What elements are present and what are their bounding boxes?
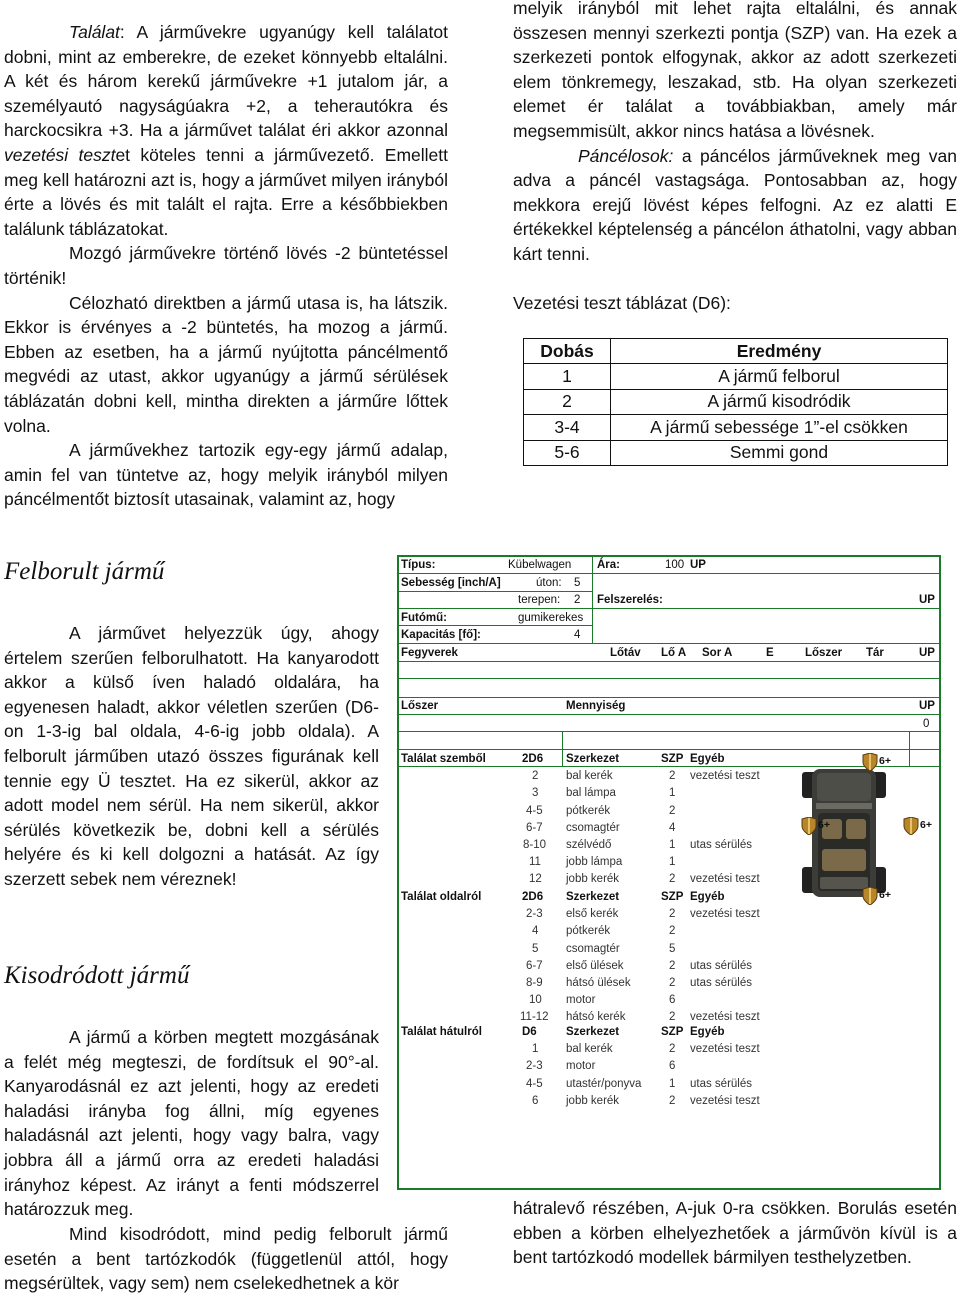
card-divider xyxy=(397,749,941,750)
hit-table-cell: 2 xyxy=(669,1043,676,1056)
hit-table-header: 2D6 xyxy=(522,753,544,765)
hit-table-cell: 8-10 xyxy=(523,839,547,851)
dice-table-title: Vezetési teszt táblázat (D6): xyxy=(513,293,731,314)
card-divider xyxy=(397,625,592,626)
card-border-right xyxy=(939,555,941,1190)
hit-table-header: Szerkezet xyxy=(566,753,620,765)
speed-label: Sebesség [inch/A] xyxy=(401,577,501,589)
table-cell: 5-6 xyxy=(524,440,611,465)
hit-table-cell: utas sérülés xyxy=(690,839,753,851)
weapons-header: E xyxy=(766,647,774,659)
hit-table-header: SZP xyxy=(661,753,684,765)
road-value: 5 xyxy=(574,577,581,589)
equipment-label: Felszerelés: xyxy=(597,594,663,606)
section-skidded-text: A jármű a körben megtett mozgásának a felét még megteszi, de fordítsuk el 90°-al. Kanyarodásnál ez azt jelenti, hogy az eredeti haladási irányba fog állni, míg egyenes haladásnál azt jelenti, hogy vagy balra, vagy jobbra áll a jármű orra az eredeti haladási irányhoz képest. Az irányt a fenti módszerrel határozzuk meg. xyxy=(4,1027,379,1220)
hit-table-cell: jobb kerék xyxy=(566,873,620,886)
shield-icon xyxy=(862,887,878,905)
bottom-right-text: hátralevő részében, A-juk 0-ra csökken. Borulás esetén ebben a körben elhelyezhetőek a járművön kívül is a bent tartózkodó modellek bármilyen testhelyzetben. xyxy=(513,1198,957,1268)
weapons-header: UP xyxy=(919,647,935,659)
hit-table-header: Találat oldalról xyxy=(401,891,482,903)
hit-table-cell: hátsó kerék xyxy=(566,1011,626,1024)
table-row xyxy=(524,364,948,389)
type-label: Típus: xyxy=(401,559,436,571)
card-border-top xyxy=(397,555,941,557)
hit-table-header: Találat hátulról xyxy=(401,1026,482,1038)
hit-table-cell: motor xyxy=(566,994,596,1007)
card-divider xyxy=(397,731,941,732)
card-divider xyxy=(909,731,910,766)
hit-table-cell: első ülések xyxy=(566,959,624,972)
weapons-header: Lőtáv xyxy=(610,647,641,659)
hit-table-cell: 4 xyxy=(532,925,539,938)
armor-rear-shield: 6+ xyxy=(862,887,878,910)
hit-table-cell: 6 xyxy=(669,994,676,1007)
hit-table-cell: 2 xyxy=(669,908,676,921)
hit-table-header: Találat szemből xyxy=(401,753,486,765)
hit-table-cell: 8-9 xyxy=(526,977,543,989)
paragraph-target-passenger: Célozható direktben a jármű utasa is, ha látszik. Ekkor is érvényes a -2 büntetés, ha mozog a jármű. Ebben az esetben, ha a jármű nyújtotta páncélmentő megvédi az utast, akkor ugyanúgy a jármű sérülések táblázatán dobni kell, mintha direkten a járműre lőttek volna. xyxy=(4,292,448,436)
hit-table-cell: 6 xyxy=(532,1094,539,1107)
table-header-cell: Dobás xyxy=(524,339,611,364)
hit-table-cell: 2-3 xyxy=(526,908,543,921)
hit-table-cell: 10 xyxy=(529,994,542,1007)
price-label: Ára: xyxy=(597,559,621,571)
table-row xyxy=(524,415,948,440)
paragraph-moving-penalty: Mozgó járművekre történő lövés -2 büntetéssel történik! xyxy=(4,243,448,288)
hit-table-cell: pótkerék xyxy=(566,925,611,938)
hit-table-cell: 2 xyxy=(669,1094,676,1107)
ammo-header: Mennyiség xyxy=(566,700,626,712)
hit-table-cell: 2 xyxy=(669,925,676,938)
hit-table-cell: csomagtér xyxy=(566,942,620,955)
card-divider xyxy=(397,643,941,644)
ammo-up-value: 0 xyxy=(923,718,930,730)
card-divider xyxy=(397,714,941,715)
hit-table-cell: 11-12 xyxy=(520,1011,549,1024)
weapons-header: Lőszer xyxy=(805,647,843,659)
hit-table-cell: vezetési teszt xyxy=(690,1094,760,1107)
armor-right-shield: 6+ xyxy=(903,817,919,840)
hit-table-cell: pótkerék xyxy=(566,804,611,817)
hit-table-cell: vezetési teszt xyxy=(690,1043,760,1056)
armor-front-shield: 6+ xyxy=(862,753,878,776)
price-value: 100 xyxy=(665,559,685,571)
hit-table-cell: 6-7 xyxy=(526,821,543,834)
hit-table-cell: csomagtér xyxy=(566,821,620,834)
hit-table-cell: 2 xyxy=(669,959,676,972)
terrain-value: 2 xyxy=(574,594,581,606)
right-column-text xyxy=(513,0,957,316)
section-overturned-text: A járművet helyezzük úgy, ahogy értelem szerűen felborulhatott. Ha kanyarodott akkor a külső íven haladó oldalára, ha egyenesen haladt, akkor véletlen szerűen (D6-on 1-3-ig bal oldala, 4-6-ig jobb oldala). A felborult járműben utazó összes figurának kell tennie egy Ü tesztet. Ha ez sikerül, akkor az adott model nem sérül. Ha nem sikerül, akkor sérülés következik be, dobni kell a sérülés helyére és ki kell dolgozni a hatását. Az így szerzett sebek nem véreznek! xyxy=(4,623,379,889)
hit-table-cell: 2 xyxy=(669,1011,676,1024)
hit-table-cell: 4-5 xyxy=(526,804,543,817)
hit-table-cell: 1 xyxy=(669,856,676,869)
hit-table-header: Szerkezet xyxy=(566,1026,620,1038)
card-divider xyxy=(592,555,593,643)
vehicle-topdown-image xyxy=(780,767,910,902)
table-cell: A jármű sebessége 1”-el csökken xyxy=(611,415,948,440)
table-row xyxy=(524,389,948,414)
price-unit: UP xyxy=(690,559,706,571)
table-cell: 2 xyxy=(524,389,611,414)
hit-table-cell: vezetési teszt xyxy=(690,770,760,783)
hit-table-cell: jobb kerék xyxy=(566,1094,620,1107)
section-skidded-text-continued: Mind kisodródott, mind pedig felborult jármű esetén a bent tartózkodók (függetlenül attól, hogy megsérültek, vagy sem) nem cselekedhetnek a kör xyxy=(4,1224,448,1294)
hit-table-cell: 4-5 xyxy=(526,1077,543,1090)
hit-table-cell: vezetési teszt xyxy=(690,908,760,921)
hit-table-cell: 4 xyxy=(669,821,676,834)
chassis-value: gumikerekes xyxy=(518,612,584,624)
weapons-header: Fegyverek xyxy=(401,647,458,659)
hit-table-cell: motor xyxy=(566,1060,596,1073)
type-value: Kübelwagen xyxy=(508,559,572,571)
paragraph-hit: Találat: A járművekre ugyanúgy kell találatot dobni, mint az emberekre, de ezeket könnyebb eltalálni. A két és három kerekű járművekre +1 jutalom jár, a személyautó nagyságúakra +2, a teherautókra és harckocsikra +3. Ha a járművet találat éri akkor azonnal vezetési tesztet köteles tenni a járművezető. Emellett meg kell határozni azt is, hogy a járművet milyen irányból érte a lövés és mit talált el rajta. Erre a későbbiekben találunk táblázatokat. xyxy=(4,22,448,239)
table-cell: Semmi gond xyxy=(611,440,948,465)
table-cell: 1 xyxy=(524,364,611,389)
table-cell: A jármű kisodródik xyxy=(611,389,948,414)
hit-table-cell: bal kerék xyxy=(566,770,613,783)
section-title-skidded: Kisodródott jármű xyxy=(4,962,190,989)
card-divider xyxy=(397,678,941,679)
hit-table-cell: 12 xyxy=(529,873,542,886)
card-divider xyxy=(397,608,941,609)
table-header-cell: Eredmény xyxy=(611,339,948,364)
hit-table-cell: utastér/ponyva xyxy=(566,1077,642,1090)
paragraph-armored: Páncélosok: a páncélos járműveknek meg van adva a páncél vastagsága. Pontosabban az, hogy mekkora erejű lövést képes felfogni. Az ez alatti E értékekkel képtelenség a páncélon áthatolni, vagy abban kárt tenni. xyxy=(513,145,957,264)
hit-table-cell: 2 xyxy=(669,873,676,886)
shield-icon xyxy=(801,817,817,835)
hit-table-cell: 2 xyxy=(669,977,676,989)
vehicle-data-card xyxy=(397,555,941,1190)
hit-table-cell: vezetési teszt xyxy=(690,873,760,886)
hit-table-header: Egyéb xyxy=(690,753,725,765)
card-divider xyxy=(562,731,563,766)
paragraph-vehicle-base: A járművekhez tartozik egy-egy jármű adalap, amin fel van tüntetve az, hogy melyik irányból milyen páncélmentőt biztosít utasainak, valamint az, hogy xyxy=(4,440,448,510)
hit-table-cell: 6-7 xyxy=(526,959,543,972)
hit-table-cell: bal kerék xyxy=(566,1043,613,1056)
driving-test-table xyxy=(523,338,948,466)
hit-table-cell: 6 xyxy=(669,1060,676,1073)
card-border-left xyxy=(397,555,399,1190)
table-cell: 3-4 xyxy=(524,415,611,440)
paragraph-structure-points: melyik irányból mit lehet rajta eltalálni, és annak összesen mennyi szerkezti pontja (SZP) van. Ha ezek a szerkezeti pontok elfogynak, akkor az adott szerkezeti elem tönkremegy, leszakad, stb. Ha olyan szerkezeti elemet ér találat a továbbiakban, amely már megsemmisült, akkor nincs hatása a lövésnek. xyxy=(513,0,957,141)
hit-table-cell: 1 xyxy=(532,1043,539,1056)
hit-table-cell: 1 xyxy=(669,839,676,851)
capacity-label: Kapacitás [fő]: xyxy=(401,629,481,641)
hit-table-header: SZP xyxy=(661,891,684,903)
table-row xyxy=(524,440,948,465)
hit-table-cell: 2 xyxy=(669,804,676,817)
armor-left-shield: 6+ xyxy=(801,817,817,840)
hit-table-cell: 1 xyxy=(669,787,676,800)
equipment-up: UP xyxy=(919,594,935,606)
table-header-row xyxy=(524,339,948,364)
card-divider xyxy=(397,573,941,574)
weapons-header: Tár xyxy=(866,647,884,659)
weapons-header: Lő A xyxy=(661,647,687,659)
section-title-overturned: Felborult jármű xyxy=(4,558,165,585)
hit-table-header: D6 xyxy=(522,1026,537,1038)
hit-table-cell: utas sérülés xyxy=(690,977,753,989)
hit-table-cell: 3 xyxy=(532,787,539,800)
card-border-bottom xyxy=(397,1188,941,1190)
ammo-header: UP xyxy=(919,700,935,712)
hit-table-cell: hátsó ülések xyxy=(566,977,631,989)
hit-table-cell: 2-3 xyxy=(526,1060,543,1073)
hit-table-cell: 5 xyxy=(532,942,539,955)
hit-table-header: 2D6 xyxy=(522,891,544,903)
weapons-header: Sor A xyxy=(702,647,733,659)
terrain-label: terepen: xyxy=(518,594,561,606)
hit-table-cell: szélvédő xyxy=(566,839,612,851)
hit-table-cell: utas sérülés xyxy=(690,959,753,972)
hit-table-header: Egyéb xyxy=(690,891,725,903)
table-cell: A jármű felborul xyxy=(611,364,948,389)
hit-table-cell: 1 xyxy=(669,1077,676,1090)
hit-table-cell: 11 xyxy=(529,856,541,869)
hit-table-cell: bal lámpa xyxy=(566,787,616,800)
hit-table-header: Szerkezet xyxy=(566,891,620,903)
shield-icon xyxy=(903,817,919,835)
ammo-header: Lőszer xyxy=(401,700,439,712)
card-divider xyxy=(397,661,941,662)
left-column-text xyxy=(4,20,448,512)
shield-icon xyxy=(862,753,878,771)
capacity-value: 4 xyxy=(574,629,581,641)
road-label: úton: xyxy=(536,577,562,589)
hit-table-cell: 2 xyxy=(532,770,539,783)
hit-table-cell: vezetési teszt xyxy=(690,1011,760,1024)
hit-table-header: SZP xyxy=(661,1026,684,1038)
hit-table-cell: utas sérülés xyxy=(690,1077,753,1090)
hit-table-cell: 2 xyxy=(669,770,676,783)
hit-table-cell: első kerék xyxy=(566,908,619,921)
card-divider xyxy=(397,697,941,698)
card-divider xyxy=(397,591,592,592)
hit-table-cell: 5 xyxy=(669,942,676,955)
hit-table-cell: jobb lámpa xyxy=(566,856,623,869)
chassis-label: Futómű: xyxy=(401,612,447,624)
hit-table-header: Egyéb xyxy=(690,1026,725,1038)
